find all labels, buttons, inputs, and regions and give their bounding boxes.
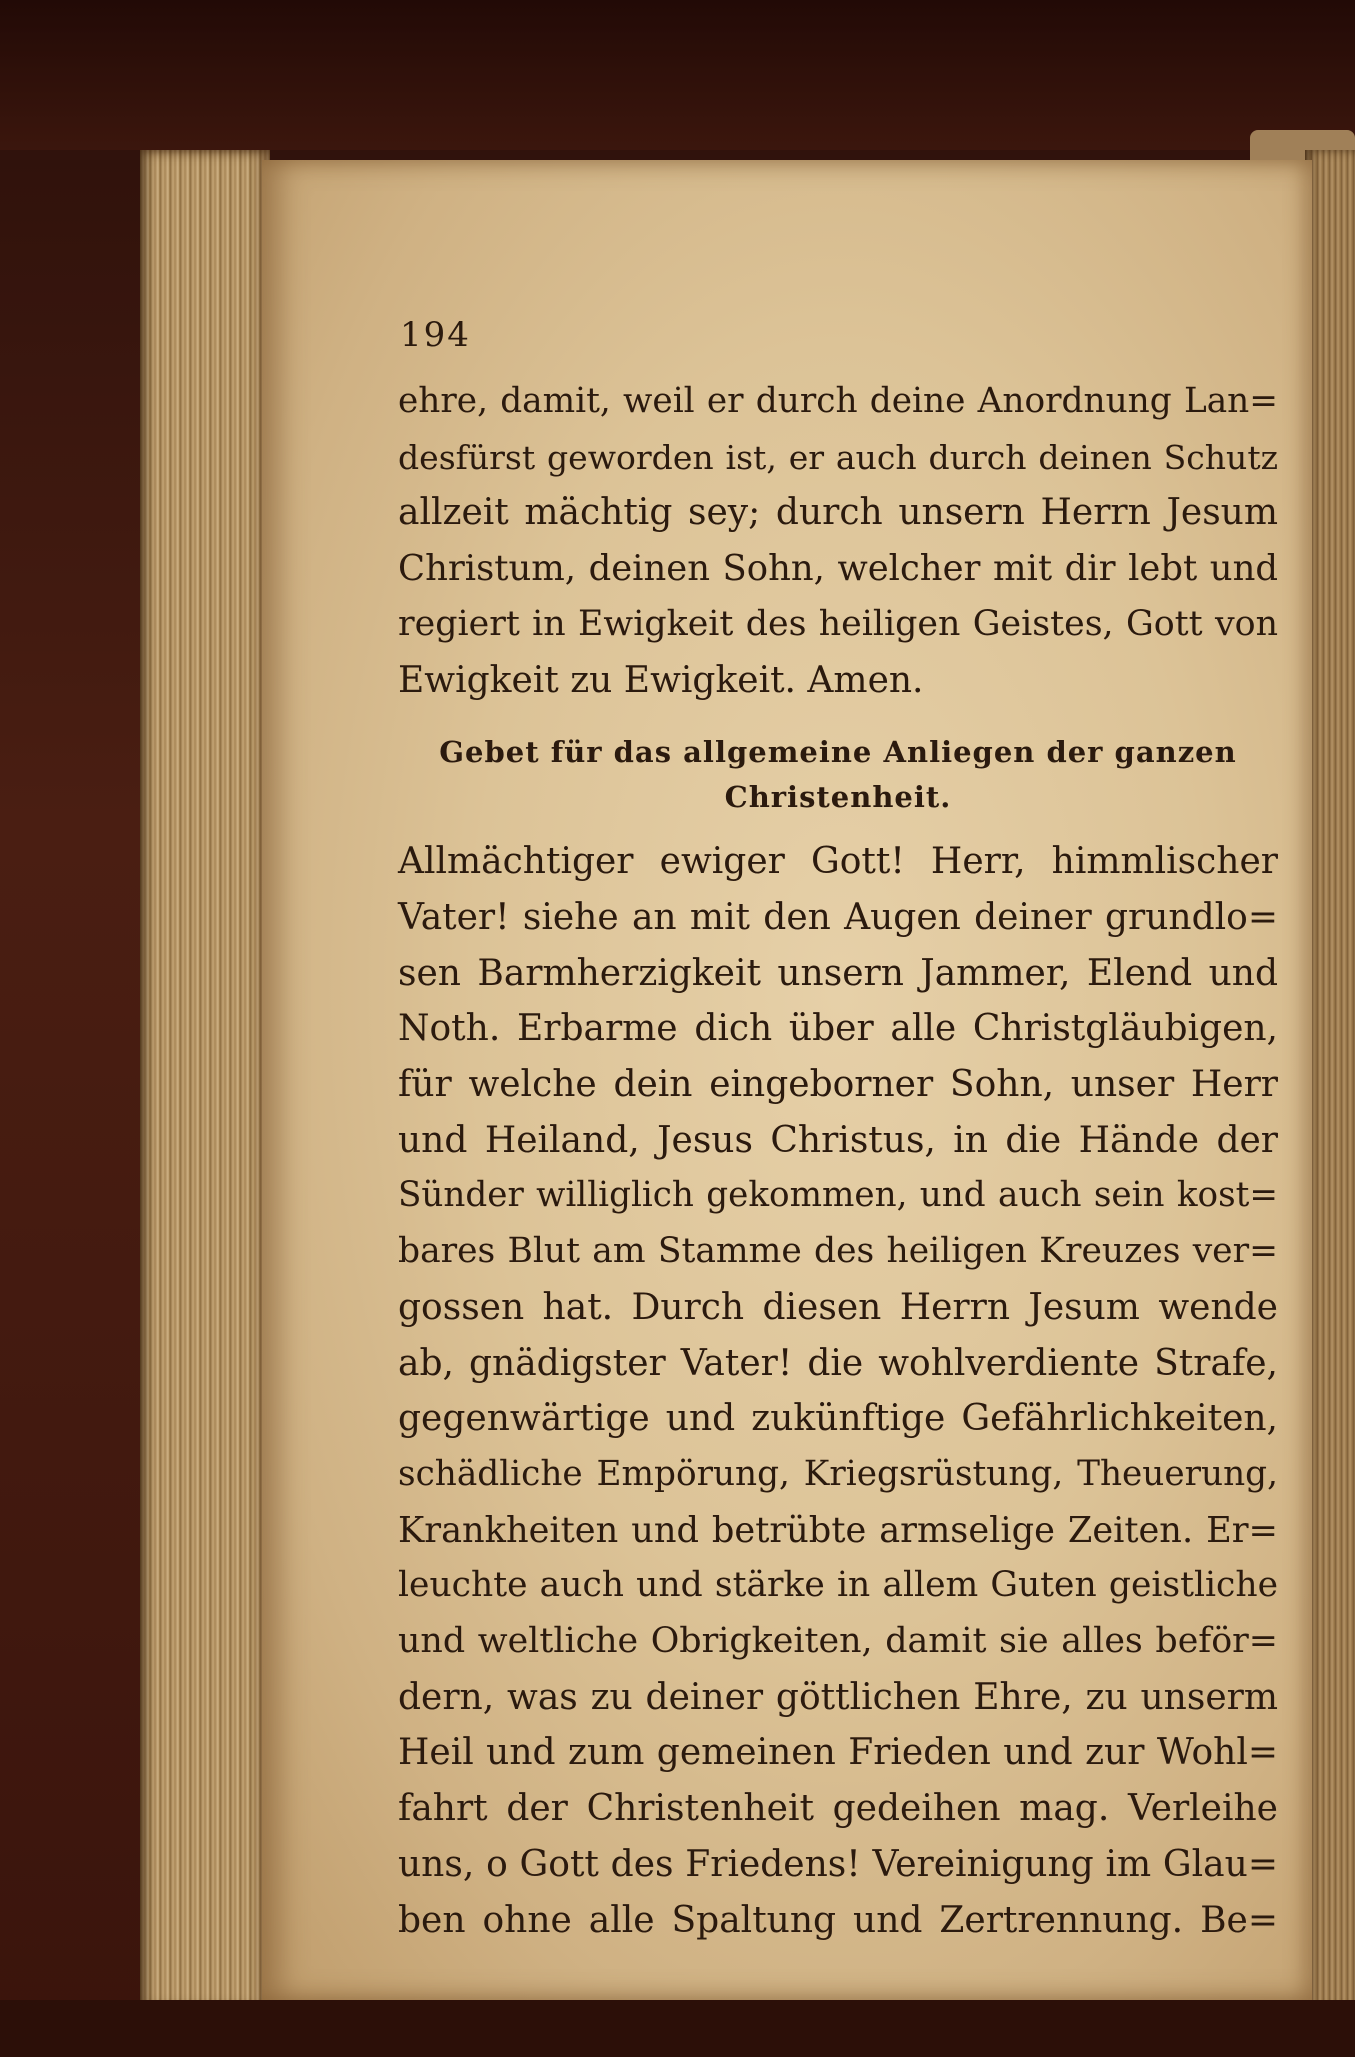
- text-line: sen Barmherzigkeit unsern Jammer, Elend und: [398, 952, 1278, 994]
- page-edges-left: [140, 150, 270, 2010]
- continuation-paragraph: [398, 374, 1278, 708]
- page-number: 194: [400, 315, 471, 355]
- text-line: Krankheiten und betrübte armselige Zeiten. Er=: [398, 1509, 1278, 1551]
- page-text: [398, 310, 1278, 1948]
- text-line: desfürst geworden ist, er auch durch deinen Schutz: [398, 437, 1278, 477]
- text-line: bares Blut am Stamme des heiligen Kreuzes ver=: [398, 1231, 1278, 1272]
- text-line: gossen hat. Durch diesen Herrn Jesum wende: [398, 1286, 1278, 1328]
- text-line: für welche dein eingeborner Sohn, unser Herr: [398, 1064, 1278, 1106]
- text-line: Christum, deinen Sohn, welcher mit dir lebt und: [398, 548, 1278, 590]
- text-line: ab, gnädigster Vater! die wohlverdiente Strafe,: [398, 1342, 1278, 1384]
- text-line: dern, was zu deiner göttlichen Ehre, zu unserm: [398, 1676, 1278, 1718]
- background-top: [0, 0, 1355, 150]
- prayer-paragraph: [398, 834, 1278, 1948]
- text-line: Sünder williglich gekommen, und auch sein kost=: [398, 1175, 1278, 1216]
- text-line: leuchte auch und stärke in allem Guten geistliche: [398, 1565, 1278, 1606]
- text-line: uns, o Gott des Friedens! Vereinigung im Glau=: [398, 1843, 1278, 1885]
- text-line: und weltliche Obrigkeiten, damit sie alles beför=: [398, 1621, 1278, 1662]
- prayer-heading-line1: Gebet für das allgemeine Anliegen der ganzen: [439, 735, 1237, 770]
- text-line: gegenwärtige und zukünftige Gefährlichkeiten,: [398, 1398, 1278, 1440]
- background-bottom: [0, 2000, 1355, 2057]
- text-line: Noth. Erbarme dich über alle Christgläubigen,: [398, 1008, 1278, 1050]
- text-line: ehre, damit, weil er durch deine Anordnung Lan=: [398, 381, 1278, 421]
- text-line: allzeit mächtig sey; durch unsern Herrn Jesum: [398, 492, 1278, 534]
- text-line: regiert in Ewigkeit des heiligen Geistes, Gott von: [398, 603, 1278, 644]
- text-line: ben ohne alle Spaltung und Zertrennung. Be=: [398, 1899, 1278, 1941]
- text-line: schädliche Empörung, Kriegsrüstung, Theuerung,: [398, 1453, 1278, 1494]
- text-line: fahrt der Christenheit gedeihen mag. Verleihe: [398, 1788, 1278, 1830]
- text-line: Allmächtiger ewiger Gott! Herr, himmlischer: [398, 841, 1278, 883]
- page-edges-right: [1305, 150, 1355, 2010]
- text-line: Ewigkeit zu Ewigkeit. Amen.: [398, 659, 924, 701]
- prayer-heading-line2: Christenheit.: [724, 780, 952, 815]
- text-line: Vater! siehe an mit den Augen deiner grundlo=: [398, 896, 1278, 938]
- text-line: und Heiland, Jesus Christus, in die Hände der: [398, 1119, 1278, 1161]
- text-line: Heil und zum gemeinen Frieden und zur Wohl=: [398, 1732, 1278, 1774]
- prayer-heading: [398, 730, 1278, 820]
